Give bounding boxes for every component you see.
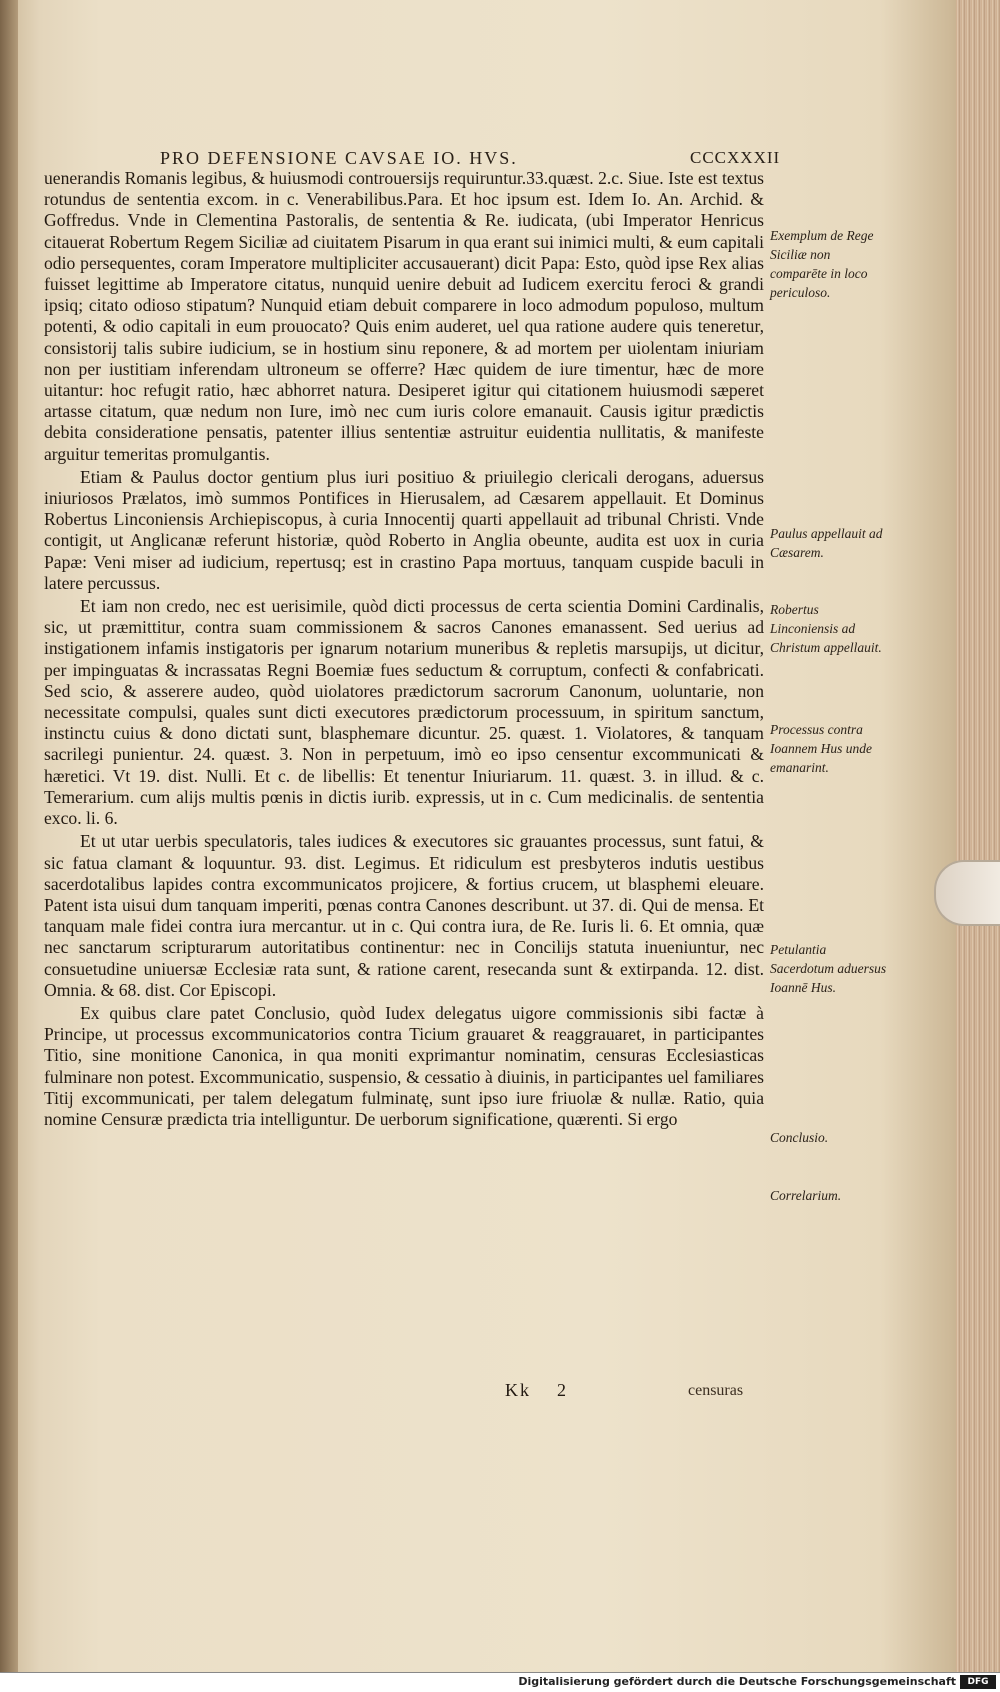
page-clip: [934, 860, 1000, 926]
paragraph: Ex quibus clare patet Conclusio, quòd Iudex delegatus uigore commissionis sibi factæ à Principe, ut processus excommunicatorios contra Ticium grauaret & reaggrauaret, in participantes Titio, sine monitione Canonica, in qua moniti exprimantur nominatim, censuras Ecclesiasticas fulminare non potest. Excommunicatio, suspensio, & cessatio à diuinis, in participantes uel familiares Titij excommunicati, per talem delegatum fulminatę, sunt ipso iure friuolæ & nullæ. Ratio, quia nomine Censuræ prædicta tria intelliguntur. De uerborum significatione, quærenti. Si ergo: [44, 1002, 764, 1129]
main-text: [44, 168, 764, 1132]
folio-number: CCCXXXII: [690, 148, 781, 167]
digitization-footer: [0, 1672, 1000, 1692]
paragraph: uenerandis Romanis legibus, & huiusmodi controuersijs requiruntur.33.quæst. 2.c. Siue. Iste est textus rotundus de sententia excom. in c. Venerabilibus.Para. Et hoc ipsum est. Idem Io. An. Archid. & Goffredus. Vnde in Clementina Pastoralis, de sententia & Re. iudicata, (ubi Imperator Henricus citauerat Robertum Regem Siciliæ ad ciuitatem Pisarum in qua erant sui inimici multi, & eum capitali odio persequentes, coram Imperatore multipliciter accusauerant) dicit Papa: Esto, quòd ipse Rex alias fuisset legittime ab Imperatore citatus, nunquid uenire debuit ad Iudicem exercitu feroci & grandi ipsiq; citato odioso stipatum? Nunquid etiam debuit comparere in loco admodum populoso, multum potenti, & odio capitali in eum prouocato? Quis enim auderet, uel qua ratione audere quis teneretur, consistorij talis subire iudicium, se in hostium sinu reponere, & ad mortem per uiolentam iniuriam non per iustitiam inferendam ultroneum se offerre? Hæc quidem de iure timentur, hæc de more uitantur: hoc refugit ratio, hæc abhorret natura. Desiperet igitur qui citationem huiusmodi sæperet artasse citatum, quæ nedum non Iure, imò nec cum iuris colore emanauit. Causis igitur prædictis debita consideratione pensatis, patenter illius sententiæ astruitur euidentia nullitatis, & manifeste arguitur temeritas promulgantis.: [44, 168, 764, 464]
marginal-note: Correlarium.: [770, 1188, 842, 1203]
marginal-note: Paulus appellauit ad Cæsarem.: [770, 526, 883, 560]
footer-credit: Digitalisierung gefördert durch die Deutsche Forschungsgemeinschaft: [518, 1675, 956, 1688]
running-head: PRO DEFENSIONE CAVSAE IO. HVS.: [160, 148, 518, 168]
paragraph: Et ut utar uerbis speculatoris, tales iudices & executores sic grauantes processus, sunt fatui, & sic fatua clamant & loquuntur. 93. dist. Legimus. Et ridiculum est presbyteros indutis uestibus sacerdotalibus lapides contra excommunicatos projicere, & fortius crucem, ut blasphemi eleuare. Patent ista uisui dum tanquam imperiti, pœnas contra Canones describunt. ut 37. di. Qui de mensa. Et tanquam male fidei contra iura mercantur. ut in c. Qui contra iura, de Re. Iuris li. 6. Et omnia, quæ nec sanctarum scripturarum autoritatibus continentur: nec in Concilijs statuta inueniuntur, nec consuetudine uniuersæ Ecclesiæ rata sunt, & ratione carent, resecanda sunt & extirpanda. 12. dist. Omnia. & 68. dist. Cor Episcopi.: [44, 831, 764, 1000]
marginal-note: Robertus Linconiensis ad Christum appellauit.: [770, 602, 882, 655]
page-edges: [956, 0, 1000, 1672]
catchword: censuras: [688, 1382, 744, 1399]
marginal-note: Petulantia Sacerdotum aduersus Ioannē Hus.: [770, 942, 887, 995]
signature-mark: Kk 2: [505, 1380, 568, 1400]
marginal-note: Exemplum de Rege Siciliæ non comparēte in loco periculoso.: [770, 228, 874, 300]
dfg-logo-icon: DFG: [960, 1675, 996, 1689]
paragraph: Etiam & Paulus doctor gentium plus iuri positiuo & priuilegio clericali derogans, aduersus iniuriosos Prælatos, imò summos Pontifices in Hierusalem, ad Cæsarem appellauit. Et Dominus Robertus Linconiensis Archiepiscopus, à curia Innocentij quarti appellauit ad tribunal Christi. Vnde contigit, ut Anglicanæ referunt historiæ, quòd Roberto in Anglia obeunte, audita est uox in curia Papæ: Veni miser ad iudicium, repertusq; est in crastino Papa mortuus, tanquam cuspide baculi in latere percussus.: [44, 466, 764, 593]
marginal-note: Processus contra Ioannem Hus unde emanarint.: [770, 722, 872, 775]
paragraph: Et iam non credo, nec est uerisimile, quòd dicti processus de certa scientia Domini Cardinalis, sic, ut præmittitur, contra suam commissionem & sacros Canones emanassent. Sed uerius ad instigationem infamis instigatoris per ignarum notarium muneribus & repletis marsupijs, ut dicitur, per impinguatas & incrassatas Regni Boemiæ fues seductum & corruptum, confecti & confabricati. Sed scio, & asserere audeo, quòd uiolatores prædictorum sacrorum Canonum, uoluntarie, non necessitate compulsi, quales sunt dicti executores prædictorum processuum, in spiritum sanctum, instinctu cuius & dono dictati sunt, blasphemare dicuntur. 25. quæst. 1. Violatores, & tanquam sacrilegi punientur. 24. quæst. 3. Non in perpetuum, imò eo ipso censentur excommunicati & hæretici. Vt 19. dist. Nulli. Et c. de libellis: Et tenentur Iniuriarum. 11. quæst. 3. in illud. & c. Temerarium. cum alijs multis pœnis in dictis iurib. expressis, ut in c. Cum medicinalis. de sententia exco. li. 6.: [44, 596, 764, 829]
binding-gutter: [0, 0, 18, 1691]
marginal-note: Conclusio.: [770, 1130, 829, 1145]
